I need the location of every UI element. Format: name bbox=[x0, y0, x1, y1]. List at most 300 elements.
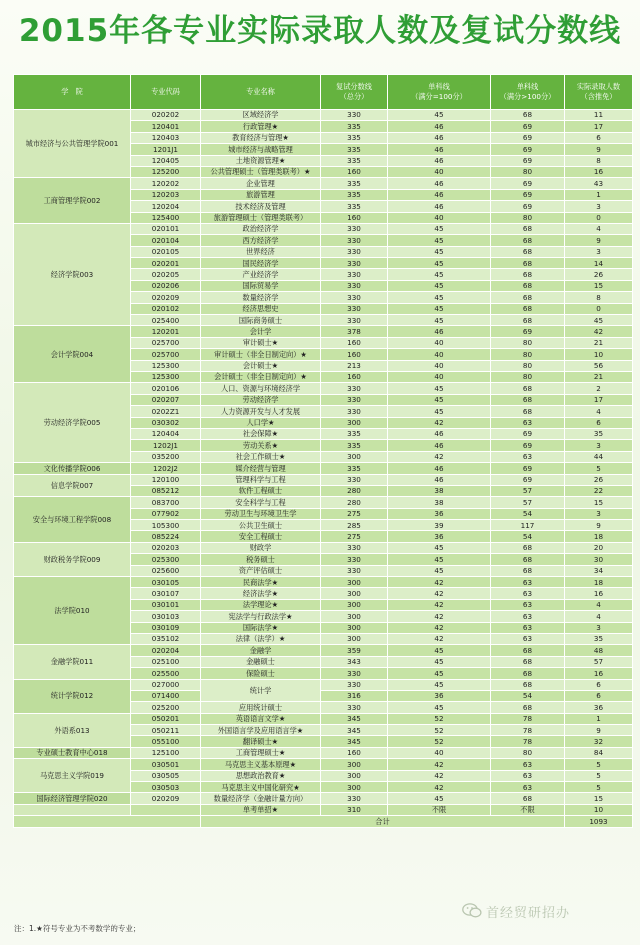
major-code-cell: 030503 bbox=[131, 782, 201, 793]
subject-line-100-cell: 46 bbox=[388, 474, 491, 485]
column-header bbox=[131, 75, 201, 110]
major-code-cell: 027000 bbox=[131, 679, 201, 690]
admitted-count-cell: 4 bbox=[565, 599, 633, 610]
major-code-cell: 071400 bbox=[131, 690, 201, 701]
total-score-cell: 330 bbox=[321, 280, 388, 291]
major-code-cell: 025500 bbox=[131, 668, 201, 679]
total-score-cell: 160 bbox=[321, 349, 388, 360]
subject-line-over100-cell: 63 bbox=[491, 759, 565, 770]
subject-line-over100-cell: 63 bbox=[491, 782, 565, 793]
subject-line-100-cell: 46 bbox=[388, 326, 491, 337]
major-code-cell: 1202J1 bbox=[131, 440, 201, 451]
total-score-cell: 335 bbox=[321, 189, 388, 200]
major-name-cell: 政治经济学 bbox=[201, 223, 321, 234]
total-score-cell: 330 bbox=[321, 668, 388, 679]
subject-line-over100-cell: 69 bbox=[491, 144, 565, 155]
subject-line-100-cell: 45 bbox=[388, 303, 491, 314]
major-code-cell: 020102 bbox=[131, 303, 201, 314]
table-row bbox=[14, 110, 633, 121]
major-name-cell: 工商管理硕士★ bbox=[201, 747, 321, 758]
subject-line-over100-cell: 69 bbox=[491, 121, 565, 132]
major-name-cell: 社会保障★ bbox=[201, 428, 321, 439]
subject-line-over100-cell: 68 bbox=[491, 656, 565, 667]
major-name-cell: 会计硕士★ bbox=[201, 360, 321, 371]
major-name-cell: 人口学★ bbox=[201, 417, 321, 428]
subject-line-100-cell: 38 bbox=[388, 485, 491, 496]
table-row bbox=[14, 223, 633, 234]
total-score-cell: 330 bbox=[321, 474, 388, 485]
major-code-cell: 125100 bbox=[131, 747, 201, 758]
subject-line-100-cell: 36 bbox=[388, 690, 491, 701]
table-row bbox=[14, 577, 633, 588]
major-code-cell: 120404 bbox=[131, 428, 201, 439]
subject-line-100-cell: 40 bbox=[388, 360, 491, 371]
major-code-cell: 025200 bbox=[131, 702, 201, 713]
subject-line-over100-cell: 68 bbox=[491, 303, 565, 314]
admitted-count-cell: 3 bbox=[565, 622, 633, 633]
admitted-count-cell: 45 bbox=[565, 315, 633, 326]
subject-line-100-cell: 45 bbox=[388, 554, 491, 565]
subject-line-100-cell: 36 bbox=[388, 508, 491, 519]
subject-line-over100-cell: 69 bbox=[491, 440, 565, 451]
subject-line-100-cell: 45 bbox=[388, 679, 491, 690]
total-score-cell: 378 bbox=[321, 326, 388, 337]
admitted-count-cell: 18 bbox=[565, 531, 633, 542]
major-code-cell: 025700 bbox=[131, 337, 201, 348]
total-score-cell: 330 bbox=[321, 223, 388, 234]
table-row bbox=[14, 759, 633, 770]
major-name-cell: 教育经济与管理★ bbox=[201, 132, 321, 143]
subject-line-over100-cell: 68 bbox=[491, 383, 565, 394]
admission-table bbox=[13, 74, 633, 828]
college-cell: 法学院010 bbox=[14, 577, 131, 645]
total-score-cell: 300 bbox=[321, 770, 388, 781]
total-score-cell: 280 bbox=[321, 485, 388, 496]
major-name-cell: 国民经济学 bbox=[201, 258, 321, 269]
column-header-sublabel: （含推免） bbox=[580, 92, 617, 101]
total-score-cell: 330 bbox=[321, 679, 388, 690]
subject-line-over100-cell: 78 bbox=[491, 713, 565, 724]
subject-line-over100-cell: 63 bbox=[491, 451, 565, 462]
college-cell: 金融学院011 bbox=[14, 645, 131, 679]
college-cell: 外语系013 bbox=[14, 713, 131, 747]
total-score-cell: 335 bbox=[321, 132, 388, 143]
admitted-count-cell: 32 bbox=[565, 736, 633, 747]
subject-line-100-cell: 45 bbox=[388, 315, 491, 326]
admitted-count-cell: 16 bbox=[565, 166, 633, 177]
college-cell: 马克思主义学院019 bbox=[14, 759, 131, 793]
major-name-cell: 会计硕士（非全日制定向）★ bbox=[201, 371, 321, 382]
major-name-cell: 国际贸易学 bbox=[201, 280, 321, 291]
total-score-cell: 300 bbox=[321, 451, 388, 462]
major-name-cell: 审计硕士★ bbox=[201, 337, 321, 348]
subject-line-100-cell: 42 bbox=[388, 451, 491, 462]
major-name-cell: 媒介经营与管理 bbox=[201, 463, 321, 474]
subject-line-over100-cell: 80 bbox=[491, 166, 565, 177]
subject-line-100-cell: 42 bbox=[388, 417, 491, 428]
major-name-cell: 企业管理 bbox=[201, 178, 321, 189]
subject-line-100-cell: 40 bbox=[388, 349, 491, 360]
admitted-count-cell: 57 bbox=[565, 656, 633, 667]
major-name-cell: 软件工程硕士 bbox=[201, 485, 321, 496]
subject-line-over100-cell: 69 bbox=[491, 189, 565, 200]
major-code-cell: 025100 bbox=[131, 656, 201, 667]
college-cell: 工商管理学院002 bbox=[14, 178, 131, 224]
college-cell: 财政税务学院009 bbox=[14, 542, 131, 576]
major-name-cell: 劳动经济学 bbox=[201, 394, 321, 405]
admitted-count-cell: 5 bbox=[565, 782, 633, 793]
admitted-count-cell: 0 bbox=[565, 303, 633, 314]
admitted-count-cell: 20 bbox=[565, 542, 633, 553]
column-header-label: 专业代码 bbox=[151, 87, 180, 96]
college-cell: 专业硕士教育中心018 bbox=[14, 747, 131, 758]
subject-line-100-cell: 52 bbox=[388, 736, 491, 747]
admitted-count-cell: 10 bbox=[565, 349, 633, 360]
subject-line-100-cell: 42 bbox=[388, 759, 491, 770]
major-code-cell: 125300 bbox=[131, 371, 201, 382]
column-header-label: 专业名称 bbox=[246, 87, 275, 96]
major-code-cell: 025300 bbox=[131, 554, 201, 565]
empty-cell bbox=[14, 816, 201, 827]
major-name-cell: 土地资源管理★ bbox=[201, 155, 321, 166]
major-code-cell: 020105 bbox=[131, 246, 201, 257]
major-name-cell: 民商法学★ bbox=[201, 577, 321, 588]
major-name-cell: 安全工程硕士 bbox=[201, 531, 321, 542]
subject-line-100-cell: 46 bbox=[388, 132, 491, 143]
total-score-cell: 275 bbox=[321, 508, 388, 519]
subject-line-over100-cell: 68 bbox=[491, 280, 565, 291]
major-name-cell: 经济思想史 bbox=[201, 303, 321, 314]
subject-line-100-cell: 45 bbox=[388, 793, 491, 804]
college-cell: 劳动经济学院005 bbox=[14, 383, 131, 463]
total-score-cell: 335 bbox=[321, 428, 388, 439]
subject-line-100-cell: 42 bbox=[388, 622, 491, 633]
major-code-cell: 030101 bbox=[131, 599, 201, 610]
major-code-cell: 050211 bbox=[131, 725, 201, 736]
subject-line-100-cell: 46 bbox=[388, 201, 491, 212]
major-name-cell: 审计硕士（非全日制定向）★ bbox=[201, 349, 321, 360]
major-code-cell: 120403 bbox=[131, 132, 201, 143]
total-score-cell: 300 bbox=[321, 782, 388, 793]
total-score-cell: 330 bbox=[321, 246, 388, 257]
major-name-cell: 公共管理硕士（管理类联考）★ bbox=[201, 166, 321, 177]
total-score-cell: 316 bbox=[321, 690, 388, 701]
total-score-cell: 300 bbox=[321, 633, 388, 644]
subject-line-over100-cell: 68 bbox=[491, 258, 565, 269]
subject-line-over100-cell: 69 bbox=[491, 132, 565, 143]
admitted-count-cell: 36 bbox=[565, 702, 633, 713]
admitted-count-cell: 9 bbox=[565, 725, 633, 736]
total-label-cell: 合计 bbox=[201, 816, 565, 827]
subject-line-100-cell: 45 bbox=[388, 292, 491, 303]
total-score-cell: 300 bbox=[321, 622, 388, 633]
subject-line-100-cell: 46 bbox=[388, 121, 491, 132]
admitted-count-cell: 17 bbox=[565, 121, 633, 132]
major-code-cell: 0202Z1 bbox=[131, 406, 201, 417]
major-name-cell: 区域经济学 bbox=[201, 110, 321, 121]
subject-line-over100-cell: 80 bbox=[491, 349, 565, 360]
admitted-count-cell: 9 bbox=[565, 520, 633, 531]
table-row bbox=[14, 474, 633, 485]
subject-line-over100-cell: 69 bbox=[491, 474, 565, 485]
major-name-cell: 安全科学与工程 bbox=[201, 497, 321, 508]
subject-line-100-cell: 不限 bbox=[388, 804, 491, 815]
admitted-count-cell: 4 bbox=[565, 406, 633, 417]
column-header bbox=[491, 75, 565, 110]
major-name-cell: 法律（法学）★ bbox=[201, 633, 321, 644]
major-name-cell: 社会工作硕士★ bbox=[201, 451, 321, 462]
subject-line-over100-cell: 78 bbox=[491, 725, 565, 736]
subject-line-100-cell: 52 bbox=[388, 713, 491, 724]
total-score-cell: 335 bbox=[321, 144, 388, 155]
college-cell: 安全与环境工程学院008 bbox=[14, 497, 131, 543]
total-score-cell: 300 bbox=[321, 611, 388, 622]
major-code-cell: 030103 bbox=[131, 611, 201, 622]
admitted-count-cell: 18 bbox=[565, 577, 633, 588]
admitted-count-cell: 34 bbox=[565, 565, 633, 576]
table-row bbox=[14, 497, 633, 508]
major-code-cell: 020101 bbox=[131, 223, 201, 234]
admitted-count-cell: 3 bbox=[565, 246, 633, 257]
subject-line-100-cell: 52 bbox=[388, 725, 491, 736]
subject-line-100-cell: 45 bbox=[388, 565, 491, 576]
subject-line-100-cell: 40 bbox=[388, 166, 491, 177]
total-score-cell: 160 bbox=[321, 212, 388, 223]
subject-line-100-cell: 45 bbox=[388, 269, 491, 280]
major-code-cell: 035200 bbox=[131, 451, 201, 462]
major-name-cell: 资产评估硕士 bbox=[201, 565, 321, 576]
admitted-count-cell: 35 bbox=[565, 633, 633, 644]
subject-line-over100-cell: 54 bbox=[491, 508, 565, 519]
admitted-count-cell: 15 bbox=[565, 497, 633, 508]
subject-line-100-cell: 42 bbox=[388, 611, 491, 622]
major-code-cell: 020204 bbox=[131, 645, 201, 656]
subject-line-100-cell: 46 bbox=[388, 428, 491, 439]
admitted-count-cell: 2 bbox=[565, 383, 633, 394]
subject-line-100-cell: 45 bbox=[388, 280, 491, 291]
watermark: 首经贸研招办 bbox=[486, 906, 571, 921]
major-name-cell: 产业经济学 bbox=[201, 269, 321, 280]
column-header-label: 单科线 bbox=[428, 82, 450, 91]
admitted-count-cell: 10 bbox=[565, 804, 633, 815]
admitted-count-cell: 3 bbox=[565, 440, 633, 451]
total-score-cell: 330 bbox=[321, 702, 388, 713]
subject-line-over100-cell: 69 bbox=[491, 178, 565, 189]
major-name-cell: 金融学 bbox=[201, 645, 321, 656]
wechat-icon bbox=[462, 903, 482, 918]
major-code-cell: 020202 bbox=[131, 110, 201, 121]
major-code-cell: 020206 bbox=[131, 280, 201, 291]
major-name-cell: 法学理论★ bbox=[201, 599, 321, 610]
admitted-count-cell: 1 bbox=[565, 713, 633, 724]
column-header bbox=[321, 75, 388, 110]
total-row bbox=[14, 816, 633, 827]
total-score-cell: 345 bbox=[321, 713, 388, 724]
total-score-cell: 330 bbox=[321, 406, 388, 417]
major-name-cell: 管理科学与工程 bbox=[201, 474, 321, 485]
subject-line-over100-cell: 54 bbox=[491, 690, 565, 701]
column-header-label: 单科线 bbox=[516, 82, 539, 91]
admitted-count-cell: 21 bbox=[565, 337, 633, 348]
total-score-cell: 330 bbox=[321, 394, 388, 405]
major-name-cell: 马克思主义中国化研究★ bbox=[201, 782, 321, 793]
subject-line-over100-cell: 68 bbox=[491, 668, 565, 679]
major-name-cell: 单考单招★ bbox=[201, 804, 321, 815]
subject-line-100-cell: 45 bbox=[388, 258, 491, 269]
subject-line-over100-cell: 63 bbox=[491, 599, 565, 610]
total-score-cell: 280 bbox=[321, 497, 388, 508]
major-code-cell: 1202J2 bbox=[131, 463, 201, 474]
admitted-count-cell: 9 bbox=[565, 235, 633, 246]
total-score-cell: 330 bbox=[321, 565, 388, 576]
major-name-cell: 经济法学★ bbox=[201, 588, 321, 599]
subject-line-over100-cell: 68 bbox=[491, 292, 565, 303]
major-name-cell: 西方经济学 bbox=[201, 235, 321, 246]
major-name-cell: 城市经济与战略管理 bbox=[201, 144, 321, 155]
table-row bbox=[14, 326, 633, 337]
major-code-cell: 030505 bbox=[131, 770, 201, 781]
subject-line-100-cell: 45 bbox=[388, 406, 491, 417]
subject-line-100-cell: 40 bbox=[388, 337, 491, 348]
total-score-cell: 330 bbox=[321, 258, 388, 269]
major-name-cell: 人口、资源与环境经济学 bbox=[201, 383, 321, 394]
table-row bbox=[14, 713, 633, 724]
table-row bbox=[14, 645, 633, 656]
total-count-cell: 1093 bbox=[565, 816, 633, 827]
subject-line-100-cell: 45 bbox=[388, 542, 491, 553]
table-row bbox=[14, 383, 633, 394]
footnote: 注：1.★符号专业为不考数学的专业； bbox=[14, 924, 141, 933]
subject-line-over100-cell: 54 bbox=[491, 531, 565, 542]
table-row bbox=[14, 679, 633, 690]
major-code-cell: 120401 bbox=[131, 121, 201, 132]
major-code-cell: 125200 bbox=[131, 166, 201, 177]
major-code-cell: 120100 bbox=[131, 474, 201, 485]
total-score-cell: 275 bbox=[321, 531, 388, 542]
table-row bbox=[14, 542, 633, 553]
total-score-cell: 330 bbox=[321, 542, 388, 553]
total-score-cell: 300 bbox=[321, 577, 388, 588]
total-score-cell: 300 bbox=[321, 417, 388, 428]
column-header bbox=[14, 75, 131, 110]
subject-line-over100-cell: 68 bbox=[491, 702, 565, 713]
total-score-cell: 343 bbox=[321, 656, 388, 667]
major-code-cell: 035102 bbox=[131, 633, 201, 644]
table-row bbox=[14, 804, 633, 815]
subject-line-100-cell: 36 bbox=[388, 531, 491, 542]
major-name-cell: 马克思主义基本原理★ bbox=[201, 759, 321, 770]
subject-line-100-cell: 42 bbox=[388, 599, 491, 610]
admitted-count-cell: 3 bbox=[565, 201, 633, 212]
subject-line-over100-cell: 68 bbox=[491, 406, 565, 417]
major-name-cell: 保险硕士 bbox=[201, 668, 321, 679]
major-name-cell: 英语语言文学★ bbox=[201, 713, 321, 724]
college-cell: 统计学院012 bbox=[14, 679, 131, 713]
major-code-cell: 030107 bbox=[131, 588, 201, 599]
admitted-count-cell: 6 bbox=[565, 417, 633, 428]
admitted-count-cell: 6 bbox=[565, 132, 633, 143]
admitted-count-cell: 4 bbox=[565, 611, 633, 622]
major-code-cell: 125300 bbox=[131, 360, 201, 371]
major-code-cell: 085224 bbox=[131, 531, 201, 542]
major-name-cell: 税务硕士 bbox=[201, 554, 321, 565]
major-code-cell: 055100 bbox=[131, 736, 201, 747]
admitted-count-cell: 5 bbox=[565, 463, 633, 474]
total-score-cell: 160 bbox=[321, 337, 388, 348]
major-name-cell: 世界经济 bbox=[201, 246, 321, 257]
total-score-cell: 335 bbox=[321, 121, 388, 132]
major-code-cell: 120203 bbox=[131, 189, 201, 200]
total-score-cell: 160 bbox=[321, 166, 388, 177]
subject-line-over100-cell: 68 bbox=[491, 542, 565, 553]
major-code-cell: 1201J1 bbox=[131, 144, 201, 155]
major-code-cell: 120201 bbox=[131, 326, 201, 337]
subject-line-100-cell: 45 bbox=[388, 223, 491, 234]
major-code-cell: 050201 bbox=[131, 713, 201, 724]
total-score-cell: 330 bbox=[321, 269, 388, 280]
total-score-cell: 213 bbox=[321, 360, 388, 371]
subject-line-over100-cell: 80 bbox=[491, 212, 565, 223]
subject-line-100-cell: 45 bbox=[388, 668, 491, 679]
major-name-cell: 会计学 bbox=[201, 326, 321, 337]
total-score-cell: 335 bbox=[321, 463, 388, 474]
major-code-cell: 030109 bbox=[131, 622, 201, 633]
total-score-cell: 330 bbox=[321, 235, 388, 246]
subject-line-100-cell: 42 bbox=[388, 577, 491, 588]
major-name-cell: 数量经济学（金融计量方向） bbox=[201, 793, 321, 804]
admitted-count-cell: 44 bbox=[565, 451, 633, 462]
subject-line-over100-cell: 不限 bbox=[491, 804, 565, 815]
admitted-count-cell: 14 bbox=[565, 258, 633, 269]
subject-line-100-cell: 42 bbox=[388, 633, 491, 644]
admitted-count-cell: 43 bbox=[565, 178, 633, 189]
total-score-cell: 160 bbox=[321, 747, 388, 758]
page-title: 2015年各专业实际录取人数及复试分数线 bbox=[18, 13, 622, 49]
total-score-cell: 335 bbox=[321, 155, 388, 166]
subject-line-over100-cell: 63 bbox=[491, 417, 565, 428]
admitted-count-cell: 5 bbox=[565, 759, 633, 770]
admitted-count-cell: 42 bbox=[565, 326, 633, 337]
column-header bbox=[388, 75, 491, 110]
subject-line-over100-cell: 68 bbox=[491, 394, 565, 405]
major-name-cell: 翻译硕士★ bbox=[201, 736, 321, 747]
subject-line-100-cell: 45 bbox=[388, 235, 491, 246]
subject-line-100-cell: 46 bbox=[388, 178, 491, 189]
major-name-cell: 宪法学与行政法学★ bbox=[201, 611, 321, 622]
subject-line-over100-cell: 68 bbox=[491, 793, 565, 804]
admitted-count-cell: 17 bbox=[565, 394, 633, 405]
admitted-count-cell: 21 bbox=[565, 371, 633, 382]
subject-line-over100-cell: 68 bbox=[491, 269, 565, 280]
subject-line-over100-cell: 69 bbox=[491, 326, 565, 337]
major-name-cell: 应用统计硕士 bbox=[201, 702, 321, 713]
subject-line-100-cell: 42 bbox=[388, 782, 491, 793]
major-name-cell: 劳动卫生与环境卫生学 bbox=[201, 508, 321, 519]
major-code-cell: 105300 bbox=[131, 520, 201, 531]
major-code-cell: 025700 bbox=[131, 349, 201, 360]
subject-line-over100-cell: 78 bbox=[491, 736, 565, 747]
major-code-cell: 020209 bbox=[131, 793, 201, 804]
subject-line-over100-cell: 80 bbox=[491, 360, 565, 371]
college-cell: 国际经济管理学院020 bbox=[14, 793, 131, 804]
table-row bbox=[14, 747, 633, 758]
college-cell: 经济学院003 bbox=[14, 223, 131, 326]
table-row bbox=[14, 793, 633, 804]
subject-line-100-cell: 40 bbox=[388, 371, 491, 382]
column-header-label: 复试分数线 bbox=[336, 82, 372, 91]
subject-line-over100-cell: 69 bbox=[491, 155, 565, 166]
total-score-cell: 330 bbox=[321, 793, 388, 804]
